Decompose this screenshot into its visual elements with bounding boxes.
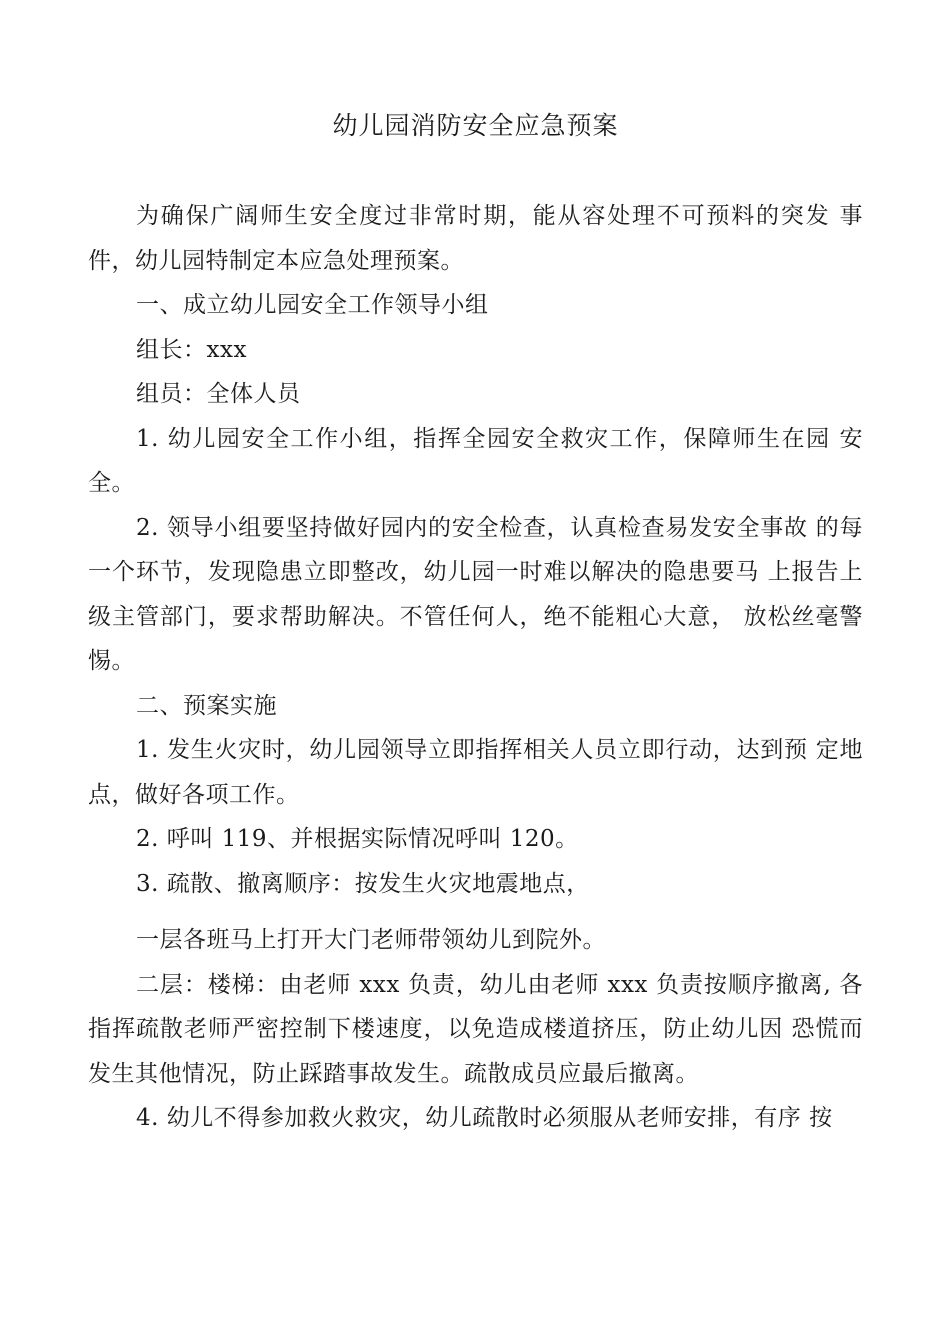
- document-page: [88, 104, 863, 1141]
- paragraph-impl-1: 1. 发生火灾时，幼儿园领导立即指挥相关人员立即行动，达到预 定地点，做好各项工作。: [88, 737, 863, 808]
- document-title: 幼儿园消防安全应急预案: [332, 111, 619, 140]
- section-heading-leadership: 一、成立幼儿园安全工作领导小组: [136, 292, 489, 318]
- paragraph-item-1: 1. 幼儿园安全工作小组，指挥全园安全救灾工作，保障师生在园 安全。: [88, 425, 863, 496]
- paragraph-leader: 组长：xxx: [136, 336, 247, 363]
- paragraph-intro: 为确保广阔师生安全度过非常时期，能从容处理不可预料的突发 事件，幼儿园特制定本应急处理预案。: [88, 203, 863, 274]
- paragraph-second-floor: 二层：楼梯：由老师 xxx 负责，幼儿由老师 xxx 负责按顺序撤离, 各指挥疏散老师严密控制下楼速度，以免造成楼道挤压，防止幼儿因 恐慌而发生其他情况，防止踩踏事故发生。疏散成员应最后撤离。: [88, 971, 863, 1087]
- paragraph-impl-2: 2. 呼叫 119、并根据实际情况呼叫 120。: [136, 826, 579, 852]
- paragraph-members: 组员：全体人员: [136, 381, 301, 407]
- paragraph-first-floor: 一层各班马上打开大门老师带领幼儿到院外。: [136, 927, 606, 953]
- paragraph-impl-4: 4. 幼儿不得参加救火救灾，幼儿疏散时必须服从老师安排，有序 按: [136, 1105, 833, 1131]
- section-heading-implementation: 二、预案实施: [136, 692, 277, 719]
- paragraph-impl-3: 3. 疏散、撤离顺序：按发生火灾地震地点，: [136, 870, 590, 897]
- paragraph-item-2: 2. 领导小组要坚持做好园内的安全检查，认真检查易发安全事故 的每一个环节，发现隐患立即整改，幼儿园一时难以解决的隐患要马 上报告上级主管部门，要求帮助解决。不管任何人，绝不能粗心大意， 放松丝毫警惕。: [88, 514, 863, 674]
